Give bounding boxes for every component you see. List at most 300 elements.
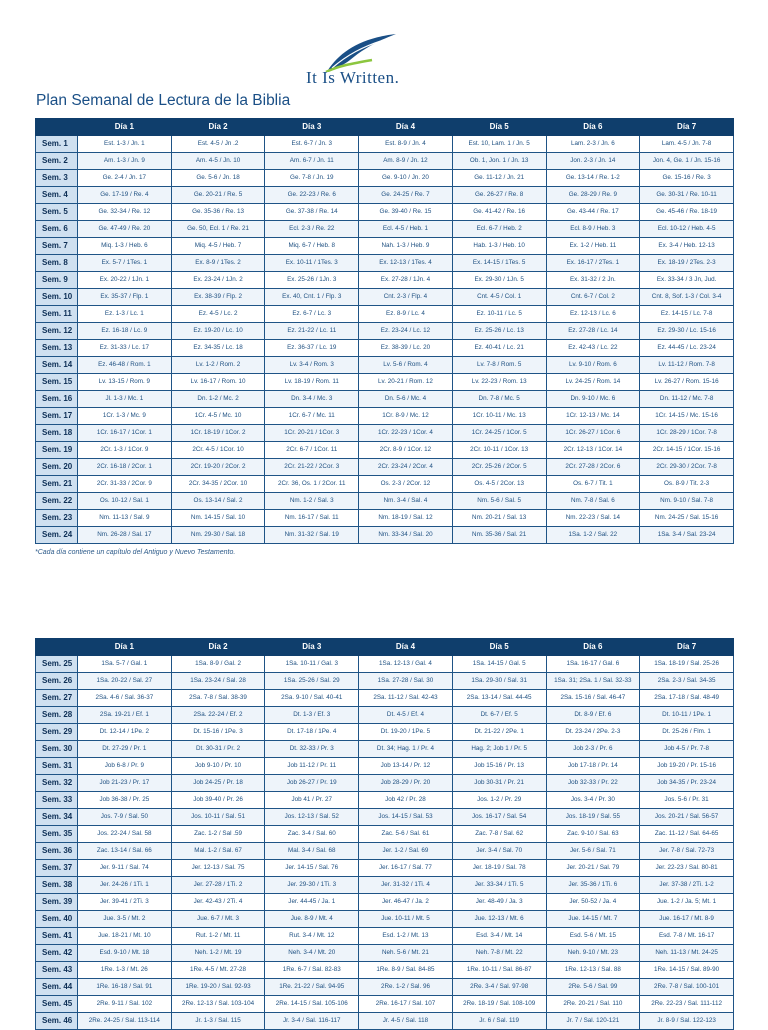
week-label: Sem. 29: [36, 724, 78, 741]
week-label: Sem. 15: [36, 374, 78, 391]
reading-cell: Ge. 5-6 / Jn. 18: [171, 170, 265, 187]
reading-cell: 2Sa. 2-3 / Sal. 34-35: [640, 673, 734, 690]
table-row: [36, 860, 734, 877]
reading-cell: Lv. 24-25 / Rom. 14: [546, 374, 640, 391]
reading-cell: Ez. 10-11 / Lc. 5: [452, 306, 546, 323]
reading-cell: Ex. 1-2 / Heb. 11: [546, 238, 640, 255]
reading-cell: Job 41 / Pr. 27: [265, 792, 359, 809]
reading-cell: Nm. 22-23 / Sal. 14: [546, 510, 640, 527]
reading-cell: Ex. 20-22 / 1Jn. 1: [78, 272, 172, 289]
reading-cell: Jer. 12-13 / Sal. 75: [171, 860, 265, 877]
reading-cell: Job 24-25 / Pr. 18: [171, 775, 265, 792]
reading-cell: Ge. 11-12 / Jn. 21: [452, 170, 546, 187]
reading-cell: Dt. 23-24 / 2Pe. 2-3: [546, 724, 640, 741]
reading-cell: Ge. 28-29 / Re. 9: [546, 187, 640, 204]
reading-cell: Ex. 5-7 / 1Tes. 1: [78, 255, 172, 272]
reading-cell: Ez. 25-26 / Lc. 13: [452, 323, 546, 340]
reading-cell: Ez. 40-41 / Lc. 21: [452, 340, 546, 357]
reading-cell: 1Cr. 6-7 / Mc. 11: [265, 408, 359, 425]
reading-cell: Jos. 18-19 / Sal. 55: [546, 809, 640, 826]
day-header: Día 4: [359, 639, 453, 656]
reading-cell: Am. 6-7 / Jn. 11: [265, 153, 359, 170]
reading-cell: Nm. 31-32 / Sal. 19: [265, 527, 359, 544]
reading-cell: 2Cr. 29-30 / 2Cor. 7-8: [640, 459, 734, 476]
reading-cell: Dt. 8-9 / Ef. 6: [546, 707, 640, 724]
reading-cell: 1Re. 10-11 / Sal. 86-87: [452, 962, 546, 979]
reading-cell: Zac. 3-4 / Sal. 60: [265, 826, 359, 843]
reading-cell: 1Cr. 22-23 / 1Cor. 4: [359, 425, 453, 442]
reading-cell: Jos. 10-11 / Sal. 51: [171, 809, 265, 826]
week-label: Sem. 39: [36, 894, 78, 911]
reading-cell: Os. 8-9 / Tit. 2-3: [640, 476, 734, 493]
reading-cell: Ge. 15-16 / Re. 3: [640, 170, 734, 187]
reading-cell: 1Cr. 1-3 / Mc. 9: [78, 408, 172, 425]
reading-cell: Job 21-23 / Pr. 17: [78, 775, 172, 792]
reading-cell: Jer. 27-28 / 1Ti. 2: [171, 877, 265, 894]
reading-cell: Job 15-16 / Pr. 13: [452, 758, 546, 775]
reading-cell: Jon. 4, Ge. 1 / Jn. 15-16: [640, 153, 734, 170]
reading-cell: Jer. 44-45 / Ja. 1: [265, 894, 359, 911]
reading-cell: 2Sa. 15-16 / Sal. 46-47: [546, 690, 640, 707]
table-row: [36, 690, 734, 707]
reading-cell: 2Re. 9-11 / Sal. 102: [78, 996, 172, 1013]
reading-cell: Lv. 20-21 / Rom. 12: [359, 374, 453, 391]
reading-cell: Miq. 4-5 / Heb. 7: [171, 238, 265, 255]
reading-cell: Dt. 32-33 / Pr. 3: [265, 741, 359, 758]
reading-cell: Zac. 11-12 / Sal. 64-65: [640, 826, 734, 843]
table-row: [36, 442, 734, 459]
reading-cell: 1Cr. 18-19 / 1Cor. 2: [171, 425, 265, 442]
reading-cell: Nm. 26-28 / Sal. 17: [78, 527, 172, 544]
table-row: [36, 170, 734, 187]
table-row: [36, 459, 734, 476]
reading-cell: 2Cr. 4-5 / 1Cor. 10: [171, 442, 265, 459]
day-header: Día 7: [640, 119, 734, 136]
week-label: Sem. 1: [36, 136, 78, 153]
reading-cell: Ecl. 6-7 / Heb. 2: [452, 221, 546, 238]
table-row: [36, 775, 734, 792]
reading-cell: Ge. 7-8 / Jn. 19: [265, 170, 359, 187]
reading-cell: Cnt. 8, Sof. 1-3 / Col. 3-4: [640, 289, 734, 306]
reading-cell: Nm. 35-36 / Sal. 21: [452, 527, 546, 544]
table-row: [36, 707, 734, 724]
reading-cell: Nm. 33-34 / Sal. 20: [359, 527, 453, 544]
week-label: Sem. 25: [36, 656, 78, 673]
reading-cell: Dn. 9-10 / Mc. 6: [546, 391, 640, 408]
table-row: [36, 979, 734, 996]
week-label: Sem. 33: [36, 792, 78, 809]
reading-cell: 2Sa. 4-6 / Sal. 36-37: [78, 690, 172, 707]
reading-cell: 2Re. 3-4 / Sal. 97-98: [452, 979, 546, 996]
reading-cell: Am. 8-9 / Jn. 12: [359, 153, 453, 170]
reading-cell: Am. 4-5 / Jn. 10: [171, 153, 265, 170]
table-row: [36, 758, 734, 775]
table-row: [36, 894, 734, 911]
reading-cell: Ex. 40, Cnt. 1 / Flp. 3: [265, 289, 359, 306]
reading-cell: Ex. 35-37 / Flp. 1: [78, 289, 172, 306]
reading-cell: Ecl. 4-5 / Heb. 1: [359, 221, 453, 238]
reading-cell: Dn. 7-8 / Mc. 5: [452, 391, 546, 408]
reading-cell: Neh. 3-4 / Mt. 20: [265, 945, 359, 962]
day-header: Día 4: [359, 119, 453, 136]
reading-cell: Ez. 12-13 / Lc. 6: [546, 306, 640, 323]
reading-cell: Lv. 7-8 / Rom. 5: [452, 357, 546, 374]
table-row: [36, 945, 734, 962]
table-row: [36, 323, 734, 340]
week-label: Sem. 12: [36, 323, 78, 340]
reading-cell: 1Cr. 4-5 / Mc. 10: [171, 408, 265, 425]
reading-cell: 1Re. 16-18 / Sal. 91: [78, 979, 172, 996]
reading-cell: Jer. 9-11 / Sal. 74: [78, 860, 172, 877]
week-label: Sem. 16: [36, 391, 78, 408]
reading-plan-table-2: [35, 638, 734, 1030]
reading-cell: 1Cr. 24-25 / 1Cor. 5: [452, 425, 546, 442]
reading-cell: Ez. 36-37 / Lc. 19: [265, 340, 359, 357]
reading-cell: 1Sa. 14-15 / Gal. 5: [452, 656, 546, 673]
reading-cell: 1Sa. 27-28 / Sal. 30: [359, 673, 453, 690]
reading-cell: Job 2-3 / Pr. 6: [546, 741, 640, 758]
reading-cell: Ez. 4-5 / Lc. 2: [171, 306, 265, 323]
reading-cell: Jer. 50-52 / Ja. 4: [546, 894, 640, 911]
header-corner: [36, 639, 78, 656]
reading-cell: Jer. 42-43 / 2Ti. 4: [171, 894, 265, 911]
brand-logo-text: It Is Written.: [306, 68, 400, 87]
reading-cell: Ge. 17-19 / Re. 4: [78, 187, 172, 204]
week-label: Sem. 9: [36, 272, 78, 289]
table-row: [36, 826, 734, 843]
reading-cell: 1Re. 12-13 / Sal. 88: [546, 962, 640, 979]
week-label: Sem. 10: [36, 289, 78, 306]
table-row: [36, 153, 734, 170]
reading-cell: 1Sa. 10-11 / Gal. 3: [265, 656, 359, 673]
reading-cell: 2Re. 1-2 / Sal. 96: [359, 979, 453, 996]
table-row: [36, 741, 734, 758]
reading-cell: Ez. 44-45 / Lc. 23-24: [640, 340, 734, 357]
reading-cell: Dt. 12-14 / 1Pe. 2: [78, 724, 172, 741]
reading-cell: Esd. 3-4 / Mt. 14: [452, 928, 546, 945]
reading-cell: Hab. 1-3 / Heb. 10: [452, 238, 546, 255]
reading-cell: Jos. 16-17 / Sal. 54: [452, 809, 546, 826]
reading-cell: Zac. 5-6 / Sal. 61: [359, 826, 453, 843]
reading-cell: Ge. 32-34 / Re. 12: [78, 204, 172, 221]
table-row: [36, 656, 734, 673]
table-row: [36, 510, 734, 527]
day-header: Día 7: [640, 639, 734, 656]
day-header: Día 6: [546, 639, 640, 656]
reading-cell: Jer. 18-19 / Sal. 78: [452, 860, 546, 877]
reading-cell: Est. 1-3 / Jn. 1: [78, 136, 172, 153]
reading-cell: 2Cr. 10-11 / 1Cor. 13: [452, 442, 546, 459]
reading-cell: 2Re. 20-21 / Sal. 110: [546, 996, 640, 1013]
reading-cell: Jr. 7 / Sal. 120-121: [546, 1013, 640, 1030]
week-label: Sem. 45: [36, 996, 78, 1013]
table-row: [36, 204, 734, 221]
reading-cell: Ge. 24-25 / Re. 7: [359, 187, 453, 204]
reading-cell: Est. 10, Lam. 1 / Jn. 5: [452, 136, 546, 153]
reading-cell: Ez. 31-33 / Lc. 17: [78, 340, 172, 357]
reading-cell: Jue. 10-11 / Mt. 5: [359, 911, 453, 928]
reading-cell: Dt. 30-31 / Pr. 2: [171, 741, 265, 758]
week-label: Sem. 13: [36, 340, 78, 357]
table-row: [36, 809, 734, 826]
week-label: Sem. 5: [36, 204, 78, 221]
reading-cell: Ex. 38-39 / Flp. 2: [171, 289, 265, 306]
reading-cell: 2Re. 16-17 / Sal. 107: [359, 996, 453, 1013]
reading-cell: Ecl. 8-9 / Heb. 3: [546, 221, 640, 238]
week-label: Sem. 24: [36, 527, 78, 544]
reading-cell: Ex. 27-28 / 1Jn. 4: [359, 272, 453, 289]
reading-cell: 2Cr. 16-18 / 2Cor. 1: [78, 459, 172, 476]
reading-cell: Os. 4-5 / 2Cor. 13: [452, 476, 546, 493]
week-label: Sem. 14: [36, 357, 78, 374]
reading-cell: 2Re. 5-6 / Sal. 99: [546, 979, 640, 996]
reading-cell: Ex. 33-34 / 3 Jn, Jud.: [640, 272, 734, 289]
reading-cell: Jue. 18-21 / Mt. 10: [78, 928, 172, 945]
reading-cell: Ez. 6-7 / Lc. 3: [265, 306, 359, 323]
reading-cell: Jer. 7-8 / Sal. 72-73: [640, 843, 734, 860]
reading-cell: Ez. 21-22 / Lc. 11: [265, 323, 359, 340]
reading-cell: 2Cr. 14-15 / 1Cor. 15-16: [640, 442, 734, 459]
week-label: Sem. 17: [36, 408, 78, 425]
reading-cell: Ge. 50, Ecl. 1 / Re. 21: [171, 221, 265, 238]
reading-cell: Neh. 5-6 / Mt. 21: [359, 945, 453, 962]
reading-cell: Nm. 14-15 / Sal. 10: [171, 510, 265, 527]
reading-cell: Nm. 1-2 / Sal. 3: [265, 493, 359, 510]
week-label: Sem. 31: [36, 758, 78, 775]
reading-cell: Ge. 26-27 / Re. 8: [452, 187, 546, 204]
table-row: [36, 136, 734, 153]
reading-cell: Ge. 9-10 / Jn. 20: [359, 170, 453, 187]
reading-cell: 2Cr. 31-33 / 2Cor. 9: [78, 476, 172, 493]
reading-cell: 2Cr. 27-28 / 2Cor. 6: [546, 459, 640, 476]
week-label: Sem. 26: [36, 673, 78, 690]
reading-cell: 1Sa. 3-4 / Sal. 23-24: [640, 527, 734, 544]
reading-cell: Hag. 2; Job 1 / Pr. 5: [452, 741, 546, 758]
reading-cell: 1Cr. 10-11 / Mc. 13: [452, 408, 546, 425]
reading-cell: Jue. 6-7 / Mt. 3: [171, 911, 265, 928]
table-row: [36, 238, 734, 255]
reading-cell: 2Sa. 17-18 / Sal. 48-49: [640, 690, 734, 707]
reading-cell: Lam. 4-5 / Jn. 7-8: [640, 136, 734, 153]
day-header: Día 2: [171, 639, 265, 656]
reading-plan-table-1: [35, 118, 734, 544]
reading-cell: Jer. 24-26 / 1Ti. 1: [78, 877, 172, 894]
reading-cell: Jl. 1-3 / Mc. 1: [78, 391, 172, 408]
reading-cell: Ex. 29-30 / 1Jn. 5: [452, 272, 546, 289]
reading-cell: Nm. 18-19 / Sal. 12: [359, 510, 453, 527]
reading-cell: 2Cr. 21-22 / 2Cor. 3: [265, 459, 359, 476]
table-row: [36, 493, 734, 510]
week-label: Sem. 34: [36, 809, 78, 826]
reading-cell: Jer. 5-6 / Sal. 71: [546, 843, 640, 860]
reading-cell: 2Sa. 9-10 / Sal. 40-41: [265, 690, 359, 707]
reading-cell: Ez. 23-24 / Lc. 12: [359, 323, 453, 340]
reading-cell: 1Sa. 18-19 / Sal. 25-26: [640, 656, 734, 673]
reading-cell: Ex. 31-32 / 2 Jn.: [546, 272, 640, 289]
reading-cell: Nm. 7-8 / Sal. 6: [546, 493, 640, 510]
reading-cell: Ex. 23-24 / 1Jn. 2: [171, 272, 265, 289]
week-label: Sem. 8: [36, 255, 78, 272]
reading-cell: 1Cr. 28-29 / 1Cor. 7-8: [640, 425, 734, 442]
reading-cell: Ez. 8-9 / Lc. 4: [359, 306, 453, 323]
reading-cell: 2Cr. 6-7 / 1Cor. 11: [265, 442, 359, 459]
page-title: Plan Semanal de Lectura de la Biblia: [36, 92, 291, 109]
reading-cell: Os. 2-3 / 2Cor. 12: [359, 476, 453, 493]
reading-cell: Ge. 35-36 / Re. 13: [171, 204, 265, 221]
reading-cell: Ecl. 2-3 / Re. 22: [265, 221, 359, 238]
reading-cell: 1Re. 6-7 / Sal. 82-83: [265, 962, 359, 979]
table-row: [36, 425, 734, 442]
reading-cell: Lv. 18-19 / Rom. 11: [265, 374, 359, 391]
reading-cell: Dt. 15-16 / 1Pe. 3: [171, 724, 265, 741]
week-label: Sem. 42: [36, 945, 78, 962]
reading-cell: Ex. 18-19 / 2Tes. 2-3: [640, 255, 734, 272]
reading-cell: Zac. 7-8 / Sal. 62: [452, 826, 546, 843]
table-header-row: [36, 119, 734, 136]
reading-cell: Jos. 22-24 / Sal. 58: [78, 826, 172, 843]
reading-cell: 1Sa. 25-26 / Sal. 29: [265, 673, 359, 690]
reading-cell: Ge. 13-14 / Re. 1-2: [546, 170, 640, 187]
week-label: Sem. 38: [36, 877, 78, 894]
reading-cell: 1Re. 4-5 / Mt. 27-28: [171, 962, 265, 979]
it-is-written-logo: [300, 30, 470, 90]
reading-cell: 2Cr. 36, Os. 1 / 2Cor. 11: [265, 476, 359, 493]
reading-cell: 1Sa. 1-2 / Sal. 22: [546, 527, 640, 544]
reading-cell: Zac. 9-10 / Sal. 63: [546, 826, 640, 843]
reading-cell: 2Cr. 8-9 / 1Cor. 12: [359, 442, 453, 459]
reading-cell: Dt. 25-26 / Flm. 1: [640, 724, 734, 741]
reading-cell: Ge. 37-38 / Re. 14: [265, 204, 359, 221]
week-label: Sem. 21: [36, 476, 78, 493]
reading-cell: Neh. 1-2 / Mt. 19: [171, 945, 265, 962]
reading-cell: Ez. 46-48 / Rom. 1: [78, 357, 172, 374]
reading-cell: Jer. 35-36 / 1Ti. 6: [546, 877, 640, 894]
reading-cell: 2Sa. 19-21 / Ef. 1: [78, 707, 172, 724]
reading-cell: 2Cr. 25-26 / 2Cor. 5: [452, 459, 546, 476]
reading-cell: Jer. 31-32 / 1Ti. 4: [359, 877, 453, 894]
reading-cell: Jr. 1-3 / Sal. 115: [171, 1013, 265, 1030]
reading-cell: Job 32-33 / Pr. 22: [546, 775, 640, 792]
reading-cell: Ex. 16-17 / 2Tes. 1: [546, 255, 640, 272]
reading-cell: Jos. 1-2 / Pr. 29: [452, 792, 546, 809]
reading-cell: Jue. 3-5 / Mt. 2: [78, 911, 172, 928]
table-row: [36, 255, 734, 272]
reading-cell: 1Re. 14-15 / Sal. 89-90: [640, 962, 734, 979]
reading-cell: Esd. 5-6 / Mt. 15: [546, 928, 640, 945]
reading-cell: Nm. 11-13 / Sal. 9: [78, 510, 172, 527]
reading-cell: Job 13-14 / Pr. 12: [359, 758, 453, 775]
reading-cell: Jer. 37-38 / 2Ti. 1-2: [640, 877, 734, 894]
day-header: Día 5: [452, 639, 546, 656]
reading-cell: Am. 1-3 / Jn. 9: [78, 153, 172, 170]
footnote: *Cada día contiene un capítulo del Antiguo y Nuevo Testamento.: [35, 549, 236, 556]
reading-cell: Os. 10-12 / Sal. 1: [78, 493, 172, 510]
reading-cell: Dt. 17-18 / 1Pe. 4: [265, 724, 359, 741]
reading-cell: Dn. 3-4 / Mc. 3: [265, 391, 359, 408]
week-label: Sem. 4: [36, 187, 78, 204]
reading-cell: Ex. 12-13 / 1Tes. 4: [359, 255, 453, 272]
reading-cell: Ez. 14-15 / Lc. 7-8: [640, 306, 734, 323]
reading-cell: Ge. 30-31 / Re. 10-11: [640, 187, 734, 204]
reading-cell: Job 9-10 / Pr. 10: [171, 758, 265, 775]
reading-cell: Ez. 29-30 / Lc. 15-16: [640, 323, 734, 340]
reading-cell: Jos. 5-6 / Pr. 31: [640, 792, 734, 809]
reading-cell: Nm. 16-17 / Sal. 11: [265, 510, 359, 527]
reading-cell: Ex. 14-15 / 1Tes. 5: [452, 255, 546, 272]
reading-cell: 1Re. 8-9 / Sal. 84-85: [359, 962, 453, 979]
week-label: Sem. 23: [36, 510, 78, 527]
reading-cell: 1Cr. 8-9 / Mc. 12: [359, 408, 453, 425]
reading-cell: Est. 8-9 / Jn. 4: [359, 136, 453, 153]
table-row: [36, 289, 734, 306]
table-row: [36, 877, 734, 894]
reading-cell: Ge. 22-23 / Re. 6: [265, 187, 359, 204]
reading-cell: 1Sa. 16-17 / Gal. 6: [546, 656, 640, 673]
reading-cell: Jer. 16-17 / Sal. 77: [359, 860, 453, 877]
quill-icon: [320, 30, 400, 72]
reading-cell: Neh. 11-13 / Mt. 24-25: [640, 945, 734, 962]
reading-cell: Ez. 16-18 / Lc. 9: [78, 323, 172, 340]
reading-cell: Ge. 39-40 / Re. 15: [359, 204, 453, 221]
reading-cell: Job 28-29 / Pr. 20: [359, 775, 453, 792]
reading-cell: Lv. 26-27 / Rom. 15-16: [640, 374, 734, 391]
reading-cell: Est. 4-5 / Jn .2: [171, 136, 265, 153]
table-row: [36, 391, 734, 408]
reading-cell: 1Sa. 20-22 / Sal. 27: [78, 673, 172, 690]
reading-cell: 2Cr. 19-20 / 2Cor. 2: [171, 459, 265, 476]
table-header-row: [36, 639, 734, 656]
reading-cell: Rut. 3-4 / Mt. 12: [265, 928, 359, 945]
week-label: Sem. 18: [36, 425, 78, 442]
reading-cell: Jer. 39-41 / 2Ti. 3: [78, 894, 172, 911]
reading-cell: 1Cr. 26-27 / 1Cor. 6: [546, 425, 640, 442]
reading-cell: 1Sa. 31; 2Sa. 1 / Sal. 32-33: [546, 673, 640, 690]
reading-cell: Jon. 2-3 / Jn. 14: [546, 153, 640, 170]
reading-cell: Jr. 3-4 / Sal. 116-117: [265, 1013, 359, 1030]
reading-cell: Jos. 14-15 / Sal. 53: [359, 809, 453, 826]
reading-cell: 1Cr. 20-21 / 1Cor. 3: [265, 425, 359, 442]
reading-cell: Lv. 13-15 / Rom. 9: [78, 374, 172, 391]
reading-cell: Jue. 1-2 / Ja. 5; Mt. 1: [640, 894, 734, 911]
reading-cell: Job 4-5 / Pr. 7-8: [640, 741, 734, 758]
reading-cell: Jue. 14-15 / Mt. 7: [546, 911, 640, 928]
reading-cell: Ge. 43-44 / Re. 17: [546, 204, 640, 221]
reading-cell: Jr. 8-9 / Sal. 122-123: [640, 1013, 734, 1030]
reading-cell: Jer. 14-15 / Sal. 76: [265, 860, 359, 877]
reading-cell: 1Cr. 16-17 / 1Cor. 1: [78, 425, 172, 442]
reading-cell: Ge. 20-21 / Re. 5: [171, 187, 265, 204]
reading-cell: Ob. 1, Jon. 1 / Jn. 13: [452, 153, 546, 170]
reading-cell: Jos. 20-21 / Sal. 56-57: [640, 809, 734, 826]
reading-cell: Ez. 42-43 / Lc. 22: [546, 340, 640, 357]
reading-cell: 2Re. 24-25 / Sal. 113-114: [78, 1013, 172, 1030]
reading-cell: Jer. 48-49 / Ja. 3: [452, 894, 546, 911]
day-header: Día 1: [78, 119, 172, 136]
week-label: Sem. 2: [36, 153, 78, 170]
reading-cell: 2Sa. 22-24 / Ef. 2: [171, 707, 265, 724]
reading-cell: Nm. 29-30 / Sal. 18: [171, 527, 265, 544]
reading-cell: Jer. 29-30 / 1Ti. 3: [265, 877, 359, 894]
reading-cell: Jer. 3-4 / Sal. 70: [452, 843, 546, 860]
table-row: [36, 187, 734, 204]
reading-cell: Ez. 19-20 / Lc. 10: [171, 323, 265, 340]
reading-cell: Dt. 6-7 / Ef. 5: [452, 707, 546, 724]
week-label: Sem. 46: [36, 1013, 78, 1030]
reading-cell: Miq. 6-7 / Heb. 8: [265, 238, 359, 255]
reading-cell: Jos. 3-4 / Pr. 30: [546, 792, 640, 809]
reading-cell: Cnt. 2-3 / Flp. 4: [359, 289, 453, 306]
table-row: [36, 221, 734, 238]
